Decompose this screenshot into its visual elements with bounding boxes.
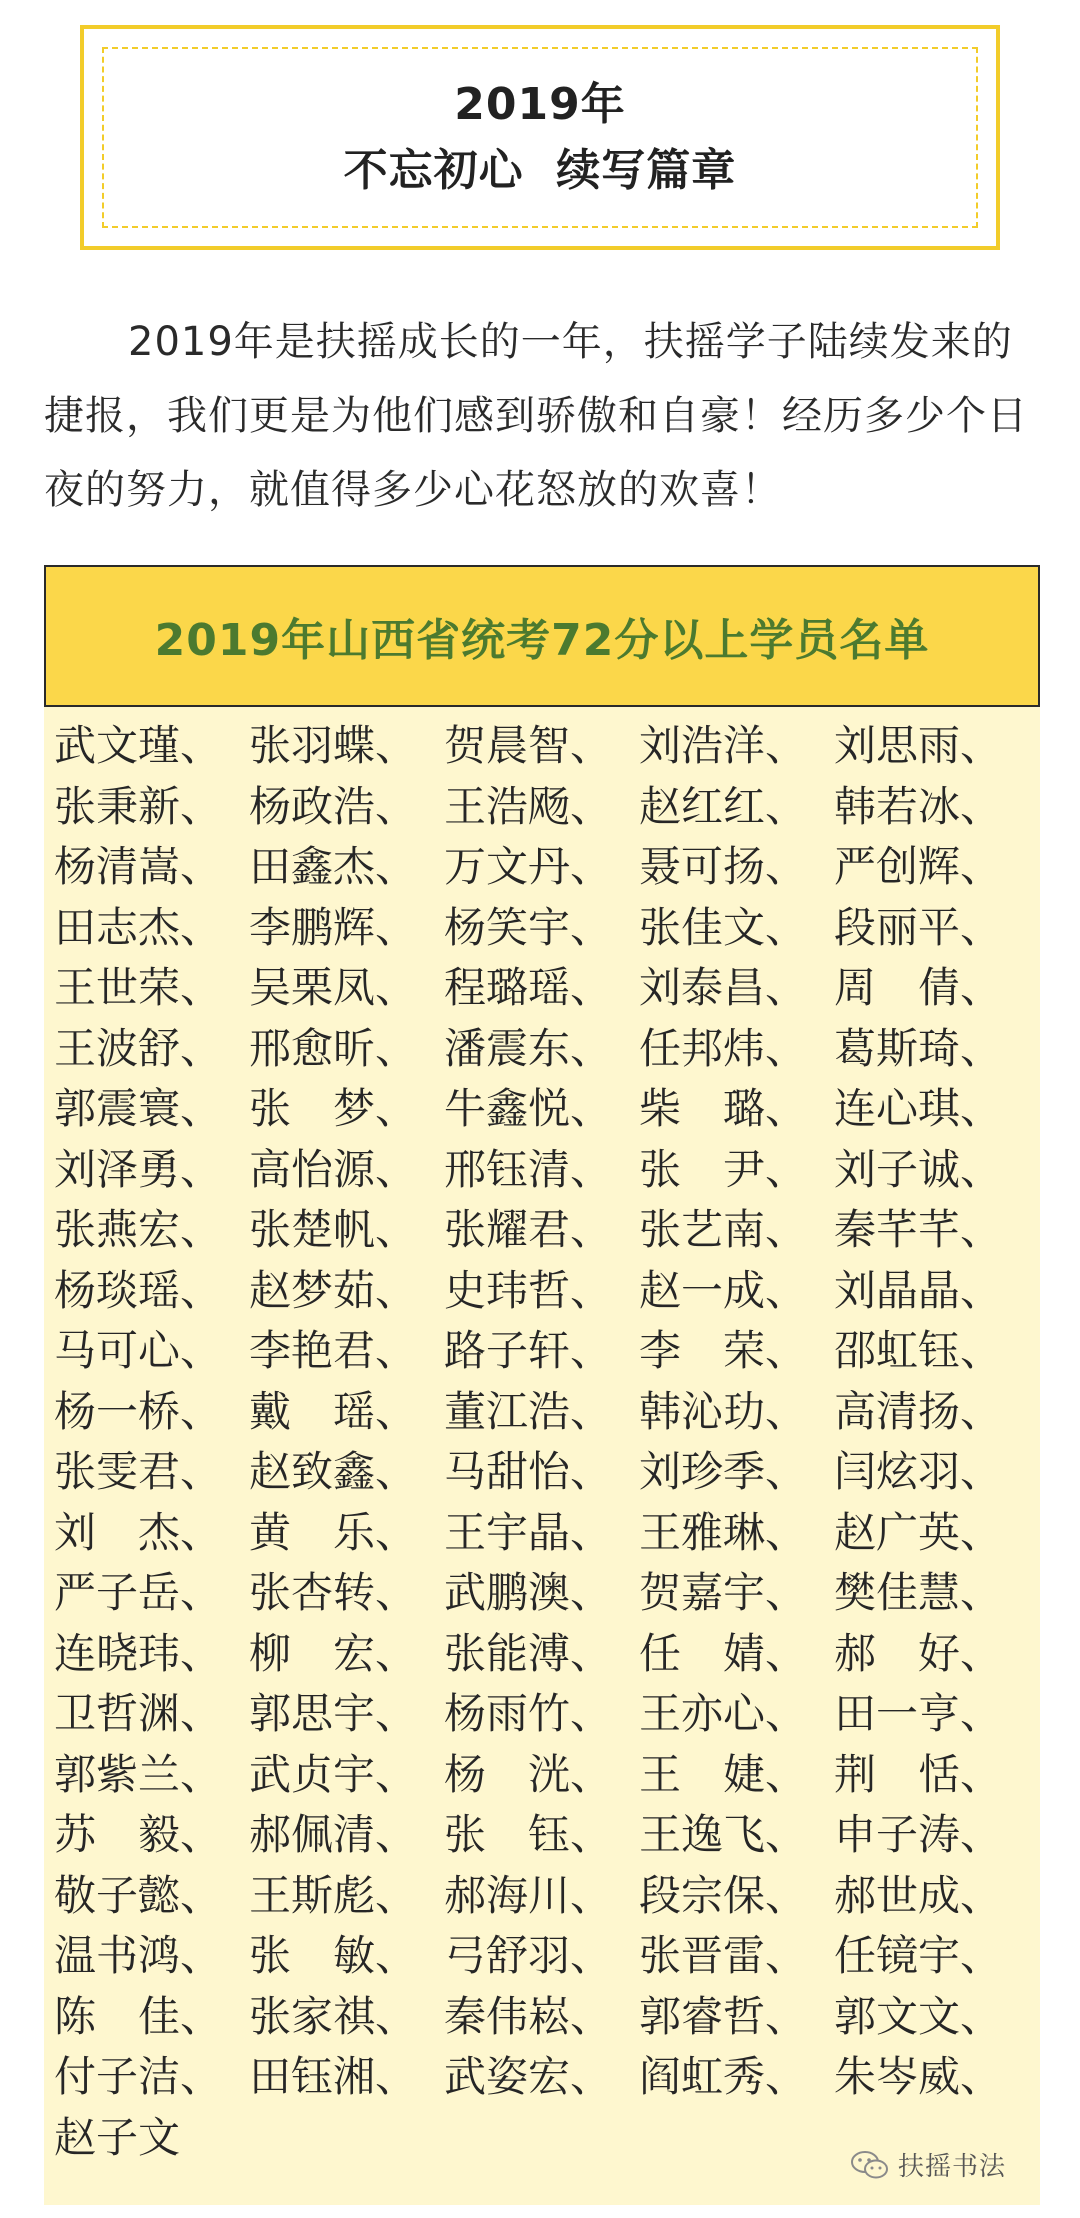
student-name: 武姿宏、 xyxy=(444,2052,613,2102)
student-name: 郭震寰、 xyxy=(54,1084,223,1134)
student-name: 杨雨竹、 xyxy=(444,1689,613,1739)
student-name: 秦伟崧、 xyxy=(444,1991,613,2041)
student-name: 武文瑾、 xyxy=(54,721,223,771)
student-name: 张楚帆、 xyxy=(249,1205,418,1255)
student-name: 秦芊芊、 xyxy=(834,1205,1003,1255)
student-name: 潘震东、 xyxy=(444,1023,613,1073)
student-name: 张佳文、 xyxy=(639,902,808,952)
student-name: 贺晨智、 xyxy=(444,721,613,771)
student-name: 王斯彪、 xyxy=(249,1870,418,1920)
student-name: 王雅琳、 xyxy=(639,1507,808,1557)
student-name: 郭文文、 xyxy=(834,1991,1003,2041)
student-name: 周 倩、 xyxy=(834,963,1003,1013)
student-name: 张艺南、 xyxy=(639,1205,808,1255)
student-name: 刘思雨、 xyxy=(834,721,1003,771)
student-name: 张秉新、 xyxy=(54,781,223,831)
student-name: 杨琰瑶、 xyxy=(54,1265,223,1315)
student-name: 郭紫兰、 xyxy=(54,1749,223,1799)
student-name: 申子涛、 xyxy=(834,1810,1003,1860)
student-name: 郝 好、 xyxy=(834,1628,1003,1678)
student-name: 郭思宇、 xyxy=(249,1689,418,1739)
student-name: 连晓玮、 xyxy=(54,1628,223,1678)
student-name: 田志杰、 xyxy=(54,902,223,952)
student-name: 刘泰昌、 xyxy=(639,963,808,1013)
student-name: 赵子文 xyxy=(54,2112,181,2162)
student-name: 董江浩、 xyxy=(444,1386,613,1436)
student-name: 田鑫杰、 xyxy=(249,842,418,892)
student-name: 刘珍季、 xyxy=(639,1447,808,1497)
student-name: 阎虹秀、 xyxy=(639,2052,808,2102)
student-name: 赵红红、 xyxy=(639,781,808,831)
student-name: 吴栗凤、 xyxy=(249,963,418,1013)
student-name: 田钰湘、 xyxy=(249,2052,418,2102)
student-name: 高清扬、 xyxy=(834,1386,1003,1436)
student-name: 柳 宏、 xyxy=(249,1628,418,1678)
student-name: 段宗保、 xyxy=(639,1870,808,1920)
student-name: 连心琪、 xyxy=(834,1084,1003,1134)
student-name: 朱岑威、 xyxy=(834,2052,1003,2102)
student-name: 张燕宏、 xyxy=(54,1205,223,1255)
student-name: 严子岳、 xyxy=(54,1568,223,1618)
student-name: 刘 杰、 xyxy=(54,1507,223,1557)
student-name: 李艳君、 xyxy=(249,1326,418,1376)
student-name: 邢钰清、 xyxy=(444,1144,613,1194)
student-name: 路子轩、 xyxy=(444,1326,613,1376)
title-year: 2019年 xyxy=(454,78,626,130)
student-name: 郝海川、 xyxy=(444,1870,613,1920)
student-name: 李鹏辉、 xyxy=(249,902,418,952)
student-name: 田一亨、 xyxy=(834,1689,1003,1739)
student-name: 马可心、 xyxy=(54,1326,223,1376)
student-name: 弓舒羽、 xyxy=(444,1931,613,1981)
student-name: 韩沁玏、 xyxy=(639,1386,808,1436)
student-name: 张 梦、 xyxy=(249,1084,418,1134)
student-list-card xyxy=(44,565,1040,2205)
student-name: 杨政浩、 xyxy=(249,781,418,831)
student-name: 严创辉、 xyxy=(834,842,1003,892)
student-name: 任 婧、 xyxy=(639,1628,808,1678)
student-name: 赵梦茹、 xyxy=(249,1265,418,1315)
student-name: 赵广英、 xyxy=(834,1507,1003,1557)
student-name: 王浩飏、 xyxy=(444,781,613,831)
student-name: 张 钰、 xyxy=(444,1810,613,1860)
student-name: 段丽平、 xyxy=(834,902,1003,952)
student-name: 刘子诚、 xyxy=(834,1144,1003,1194)
student-name: 张 敏、 xyxy=(249,1931,418,1981)
student-name: 樊佳慧、 xyxy=(834,1568,1003,1618)
student-name: 荆 恬、 xyxy=(834,1749,1003,1799)
student-name: 王亦心、 xyxy=(639,1689,808,1739)
wechat-icon xyxy=(850,2149,890,2181)
title-box xyxy=(80,25,1000,250)
student-name: 王逸飞、 xyxy=(639,1810,808,1860)
student-name: 刘浩洋、 xyxy=(639,721,808,771)
student-name: 赵一成、 xyxy=(639,1265,808,1315)
student-name: 史玮哲、 xyxy=(444,1265,613,1315)
student-name: 张耀君、 xyxy=(444,1205,613,1255)
student-name: 王波舒、 xyxy=(54,1023,223,1073)
student-name: 戴 瑶、 xyxy=(249,1386,418,1436)
student-name: 邵虹钰、 xyxy=(834,1326,1003,1376)
student-name: 任镜宇、 xyxy=(834,1931,1003,1981)
student-name: 葛斯琦、 xyxy=(834,1023,1003,1073)
student-name: 杨笑宇、 xyxy=(444,902,613,952)
student-name: 王 婕、 xyxy=(639,1749,808,1799)
student-name: 马甜怡、 xyxy=(444,1447,613,1497)
student-name: 刘泽勇、 xyxy=(54,1144,223,1194)
student-name: 高怡源、 xyxy=(249,1144,418,1194)
student-name: 张家祺、 xyxy=(249,1991,418,2041)
student-name: 温书鸿、 xyxy=(54,1931,223,1981)
student-name: 张羽蝶、 xyxy=(249,721,418,771)
list-title: 2019年山西省统考72分以上学员名单 xyxy=(154,615,930,666)
student-name: 赵致鑫、 xyxy=(249,1447,418,1497)
student-name: 武贞宇、 xyxy=(249,1749,418,1799)
student-name: 张 尹、 xyxy=(639,1144,808,1194)
student-name: 武鹏澳、 xyxy=(444,1568,613,1618)
names-grid xyxy=(54,713,1034,2165)
watermark xyxy=(850,2146,1006,2183)
student-name: 杨 洸、 xyxy=(444,1749,613,1799)
student-name: 任邦炜、 xyxy=(639,1023,808,1073)
student-name: 聂可扬、 xyxy=(639,842,808,892)
student-name: 敬子懿、 xyxy=(54,1870,223,1920)
student-name: 张杏转、 xyxy=(249,1568,418,1618)
student-name: 郭睿哲、 xyxy=(639,1991,808,2041)
student-name: 王世荣、 xyxy=(54,963,223,1013)
title-inner-frame xyxy=(102,47,978,228)
student-name: 王宇晶、 xyxy=(444,1507,613,1557)
student-name: 张能溥、 xyxy=(444,1628,613,1678)
student-name: 卫哲渊、 xyxy=(54,1689,223,1739)
student-name: 张晋雷、 xyxy=(639,1931,808,1981)
student-name: 黄 乐、 xyxy=(249,1507,418,1557)
student-name: 郝佩清、 xyxy=(249,1810,418,1860)
student-name: 牛鑫悦、 xyxy=(444,1084,613,1134)
student-name: 韩若冰、 xyxy=(834,781,1003,831)
student-name: 邢愈昕、 xyxy=(249,1023,418,1073)
student-name: 张雯君、 xyxy=(54,1447,223,1497)
student-name: 柴 璐、 xyxy=(639,1084,808,1134)
watermark-label: 扶摇书法 xyxy=(897,2152,1006,2182)
student-name: 郝世成、 xyxy=(834,1870,1003,1920)
student-name: 刘晶晶、 xyxy=(834,1265,1003,1315)
student-name: 程璐瑶、 xyxy=(444,963,613,1013)
student-name: 杨一桥、 xyxy=(54,1386,223,1436)
student-name: 贺嘉宇、 xyxy=(639,1568,808,1618)
student-name: 陈 佳、 xyxy=(54,1991,223,2041)
student-name: 李 荣、 xyxy=(639,1326,808,1376)
student-name: 苏 毅、 xyxy=(54,1810,223,1860)
student-name: 万文丹、 xyxy=(444,842,613,892)
intro-paragraph: 2019年是扶摇成长的一年，扶摇学子陆续发来的捷报，我们更是为他们感到骄傲和自豪！经历多少个日夜的努力，就值得多少心花怒放的欢喜！ xyxy=(44,319,1028,513)
list-header xyxy=(44,565,1040,707)
student-name: 付子洁、 xyxy=(54,2052,223,2102)
student-name: 杨清嵩、 xyxy=(54,842,223,892)
student-name: 闫炫羽、 xyxy=(834,1447,1003,1497)
title-slogan: 不忘初心 续写篇章 xyxy=(343,144,737,196)
